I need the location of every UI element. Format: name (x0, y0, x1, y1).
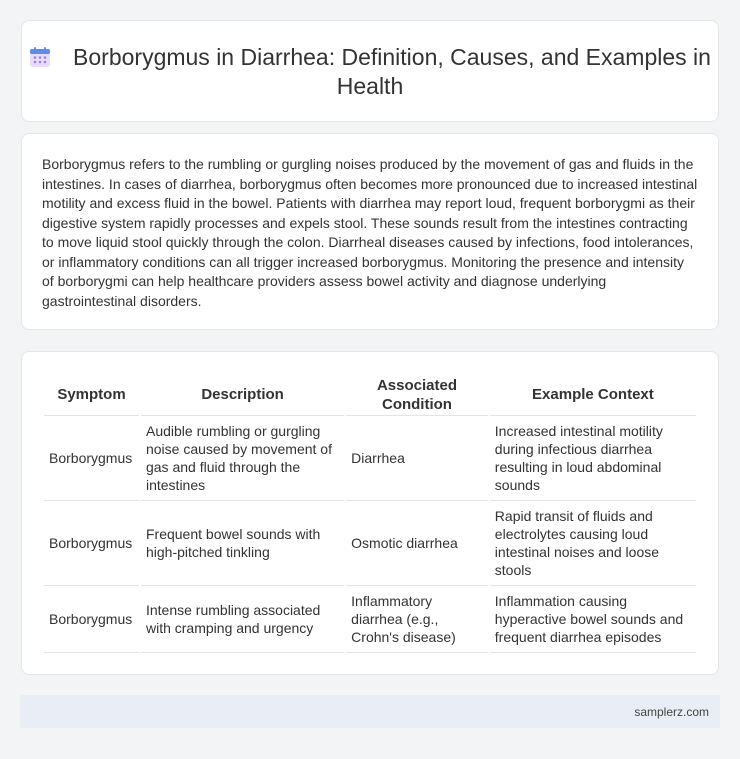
cell-symptom: Borborygmus (44, 501, 139, 586)
cell-condition: Osmotic diarrhea (346, 501, 488, 586)
header-example-context: Example Context (490, 374, 696, 416)
table-header-row (44, 374, 696, 416)
header-associated-condition: Associated Condition (346, 374, 488, 416)
header-symptom: Symptom (44, 374, 139, 416)
intro-paragraph: Borborygmus refers to the rumbling or gurgling noises produced by the movement of gas and fluids in the intestines. In cases of diarrhea, borborygmus often becomes more pronounced due to increased intestinal motility and excess fluid in the bowel. Patients with diarrhea may report loud, frequent borborygmi as their digestive system rapidly processes and expels stool. These sounds result from the intestines contracting to move liquid stool quickly through the colon. Diarrheal diseases caused by infections, food intolerances, or inflammatory conditions can all trigger increased borborygmus. Monitoring the presence and intensity of borborygmi can help healthcare providers assess bowel activity and diagnose underlying gastrointestinal disorders. (42, 156, 698, 309)
header-description: Description (141, 374, 344, 416)
cell-condition: Inflammatory diarrhea (e.g., Crohn's disease) (346, 586, 488, 653)
footer-site-link[interactable]: samplerz.com (634, 705, 709, 719)
table-row (44, 586, 696, 653)
table-row (44, 416, 696, 501)
cell-symptom: Borborygmus (44, 416, 139, 501)
table-row (44, 501, 696, 586)
cell-description: Audible rumbling or gurgling noise caused by movement of gas and fluid through the intestines (141, 416, 344, 501)
cell-symptom: Borborygmus (44, 586, 139, 653)
page-title: Borborygmus in Diarrhea: Definition, Causes, and Examples in Health (73, 44, 711, 99)
cell-description: Frequent bowel sounds with high-pitched tinkling (141, 501, 344, 586)
table-card (21, 351, 719, 675)
calendar-icon (29, 46, 51, 68)
footer-bar (20, 695, 720, 728)
cell-condition: Diarrhea (346, 416, 488, 501)
cell-context: Increased intestinal motility during infectious diarrhea resulting in loud abdominal sounds (490, 416, 696, 501)
symptom-table (42, 374, 698, 653)
cell-context: Inflammation causing hyperactive bowel sounds and frequent diarrhea episodes (490, 586, 696, 653)
page-title-wrap (22, 43, 718, 101)
intro-card (21, 133, 719, 330)
title-card (21, 20, 719, 122)
cell-description: Intense rumbling associated with cramping and urgency (141, 586, 344, 653)
cell-context: Rapid transit of fluids and electrolytes causing loud intestinal noises and loose stools (490, 501, 696, 586)
